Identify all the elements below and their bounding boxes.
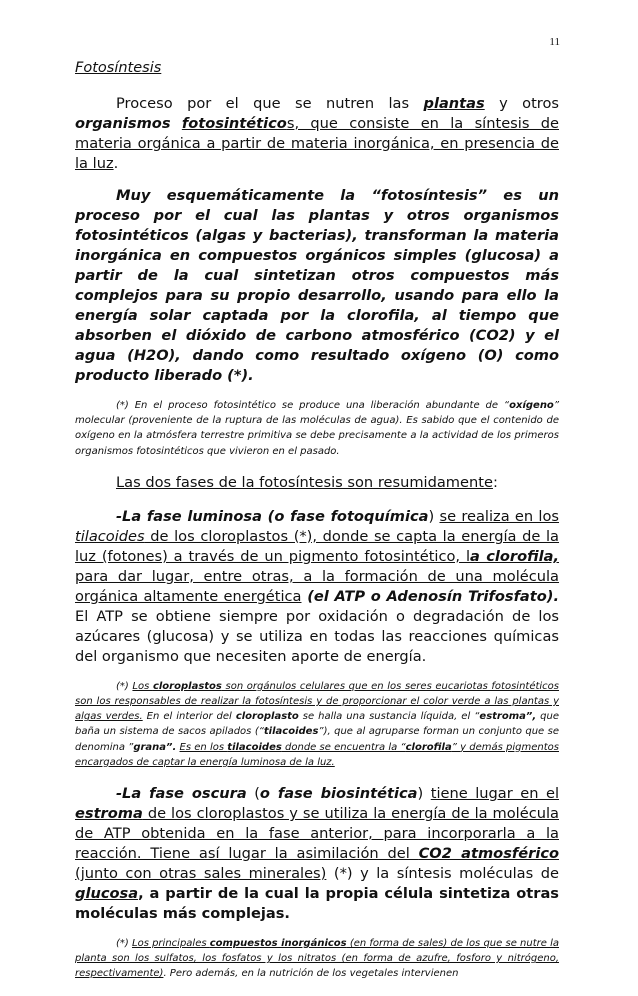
document-body: [75, 60, 559, 996]
phase-luminosa-paragraph: -La fase luminosa (o fase fotoquímica) se realiza en los tilacoides de los cloroplastos (*), donde se capta la energía de la luz (fotones) a través de un pigmento fotosintético, la clorofila, para dar lugar, entre otras, a la formación de una molécula orgánica altamente energética (el ATP o Adenosín Trifosfato). El ATP se obtiene siempre por oxidación o degradación de los azúcares (glucosa) y se utiliza en todas las reacciones químicas del organismo que necesiten aporte de energía.: [75, 507, 559, 665]
footnote-oxygen: (*) En el proceso fotosintético se produce una liberación abundante de “oxígeno” molecular (proveniente de la ruptura de las moléculas de agua). Es sabido que el contenido de oxígeno en la atmósfera terrestre primitiva se debe precisamente a la actividad de los primeros organismos fotosintéticos que vivieron en el pasado.: [75, 400, 559, 457]
page-number: 11: [549, 36, 560, 48]
intro-paragraph: Proceso por el que se nutren las plantas y otros organismos fotosintéticos, que consiste en la síntesis de materia orgánica a partir de materia inorgánica, en presencia de la luz.: [75, 95, 560, 172]
footnote-compuestos: (*) Los principales compuestos inorgánicos (en forma de sales) de los que se nutre la planta son los sulfatos, los fosfatos y los nitratos (en forma de azufre, fosforo y nitrógeno, respectivamente). Pero además, en la nutrición de los vegetales intervienen: [75, 938, 559, 980]
phases-heading: Las dos fases de la fotosíntesis son resumidamente:: [116, 473, 498, 491]
schematic-paragraph: Muy esquemáticamente la “fotosíntesis” es un proceso por el cual las plantas y otros organismos fotosintéticos (algas y bacterias), transforman la materia inorgánica en compuestos orgánicos simples (glucosa) a partir de la cual sintetizan otros compuestos más complejos para su propio desarrollo, usando para ello la energía solar captada por la clorofila, al tiempo que absorben el dióxido de carbono atmosférico (CO2) y el agua (H2O), dando como resultado oxígeno (O) como producto liberado (*).: [75, 187, 559, 384]
phase-oscura-paragraph: -La fase oscura (o fase biosintética) tiene lugar en el estroma de los cloroplastos y se utiliza la energía de la molécula de ATP obtenida en la fase anterior, para incorporarla a la reacción. Tiene así lugar la asimilación del CO2 atmosférico (junto con otras sales minerales) (*) y la síntesis moléculas de glucosa, a partir de la cual la propia célula sintetiza otras moléculas más complejas.: [75, 785, 560, 923]
section-title: Fotosíntesis: [75, 60, 162, 76]
footnote-cloroplastos: (*) Los cloroplastos son orgánulos celulares que en los seres eucariotas fotosintéticos son los responsables de realizar la fotosíntesis y de proporcionar el color verde a las plantas y algas verdes. En el interior del cloroplasto se halla una sustancia líquida, el “estroma”, que baña un sistema de sacos apilados (“tilacoides”), que al agruparse forman un conjunto que se denomina ”grana”. Es en los tilacoides donde se encuentra la “clorofila” y demás pigmentos encargados de captar la energía luminosa de la luz.: [75, 680, 560, 768]
